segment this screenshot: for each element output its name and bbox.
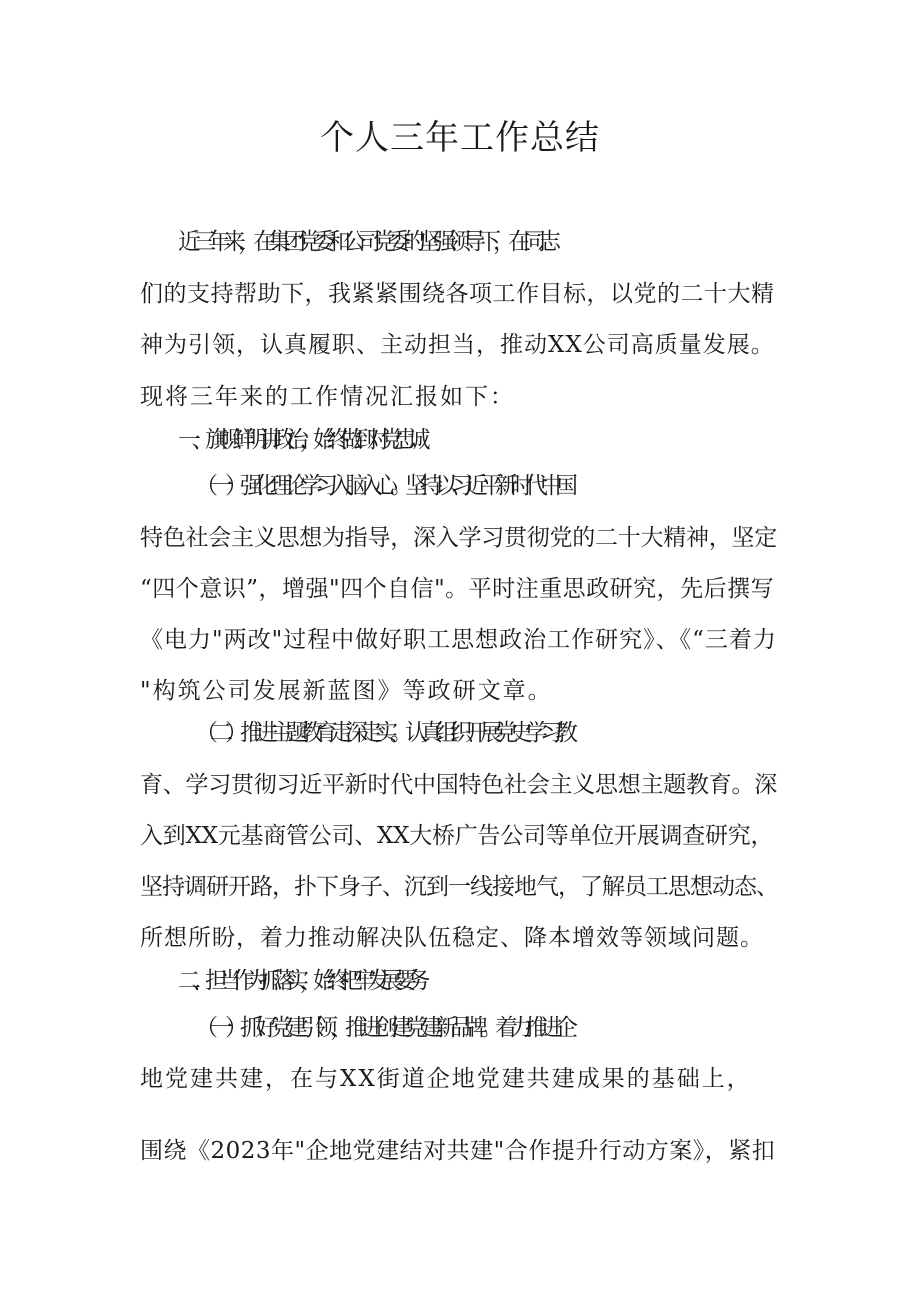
paragraph-line: 入到XX元基商管公司、XX大桥广告公司等单位开展调查研究， <box>140 823 774 849</box>
section-heading: 一、旗帜鲜明讲政治，始终做到对党忠诚 <box>178 427 421 453</box>
paragraph-line: 现将三年来的工作情况汇报如下： <box>140 384 515 410</box>
paragraph-line: 坚持调研开路，扑下身子、沉到一线接地气，了解员工思想动态、 <box>140 874 778 900</box>
document-title: 个人三年工作总结 <box>320 118 600 158</box>
paragraph-line: 所想所盼，着力推动解决队伍稳定、降本增效等领域问题。 <box>140 925 764 951</box>
paragraph-line: 《电力"两改"过程中做好职工思想政治工作研究》、《“三着力 <box>140 627 777 653</box>
paragraph-line: （二）推进主题教育走深走实。认真组织开展党史学习教 <box>195 720 570 746</box>
paragraph-line: 地党建共建，在与XX街道企地党建共建成果的基础上， <box>140 1066 752 1092</box>
paragraph-line: "构筑公司发展新蓝图》等政研文章。 <box>140 678 553 704</box>
paragraph-line: 特色社会主义思想为指导，深入学习贯彻党的二十大精神，坚定 <box>140 525 777 551</box>
paragraph-line: 近三年来，在集团党委和公司党委的坚强领导下，在同志 <box>178 229 553 255</box>
paragraph-line: 围绕《2023年"企地党建结对共建"合作提升行动方案》，紧扣 <box>140 1138 776 1164</box>
paragraph-line: 神为引领，认真履职、主动担当，推动XX公司高质量发展。 <box>140 332 775 358</box>
paragraph-line: “四个意识”，增强"四个自信"。平时注重思政研究，先后撰写 <box>140 576 775 602</box>
section-heading: 二、担当作为抓落实，始终把牢发展要务 <box>178 968 421 994</box>
paragraph-line: 育、学习贯彻习近平新时代中国特色社会主义思想主题教育。深 <box>140 772 777 798</box>
paragraph-line: 们的支持帮助下，我紧紧围绕各项工作目标，以党的二十大精 <box>140 281 775 307</box>
paragraph-line: （一）抓好党建引领，推进创建党建新品牌。着力推进企 <box>195 1015 570 1041</box>
paragraph-line: （一）强化理论学习入脑入心。坚持以习近平新时代中国 <box>195 473 570 499</box>
